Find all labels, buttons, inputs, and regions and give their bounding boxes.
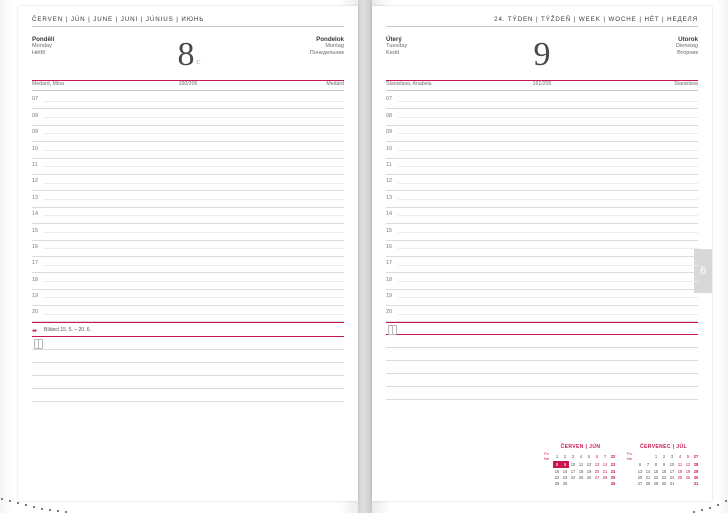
left-note-lines — [32, 337, 344, 402]
mini-calendar-day[interactable]: 30 — [562, 481, 568, 487]
day-name-sk-right: Utorok — [678, 36, 698, 43]
mini-calendar-0 — [544, 444, 617, 487]
book-icon-right — [388, 325, 397, 335]
right-nameday-bar — [386, 81, 698, 90]
mini-calendar-week-number: 27 — [693, 453, 699, 459]
mini-calendar-day[interactable]: 1 — [654, 453, 658, 459]
mini-calendar-day[interactable]: 3 — [670, 453, 674, 459]
hour-row-19[interactable] — [32, 290, 344, 306]
hour-label: 07 — [386, 96, 392, 103]
mini-calendar-row — [544, 451, 617, 461]
mini-calendar-day[interactable]: 4 — [579, 453, 583, 459]
mini-calendar-row — [544, 468, 617, 474]
hour-row-12[interactable] — [32, 175, 344, 191]
mini-calendar-row — [627, 474, 700, 480]
note-line[interactable] — [32, 337, 344, 350]
hour-label: 13 — [386, 194, 392, 201]
month-tab[interactable]: 6 — [694, 249, 712, 293]
hour-label: 17 — [386, 260, 392, 267]
half-hour-rule — [398, 133, 698, 134]
half-hour-rule — [44, 183, 344, 184]
mini-calendar-day[interactable]: 5 — [686, 453, 690, 459]
left-page — [18, 6, 358, 501]
mini-calendar-day[interactable]: 11 — [578, 462, 584, 468]
hour-row-09[interactable] — [32, 126, 344, 142]
right-day-block — [386, 34, 698, 80]
mini-calendar-dow: Po Ne — [627, 451, 633, 462]
mini-calendar-day[interactable]: 28 — [645, 481, 651, 487]
right-hour-grid — [386, 93, 698, 322]
mini-calendar-day[interactable]: 13 — [637, 468, 643, 474]
mini-calendar-week-number: 29 — [693, 468, 699, 474]
mini-calendar-week-number: 30 — [693, 474, 699, 480]
hour-label: 15 — [386, 227, 392, 234]
half-hour-rule — [398, 281, 698, 282]
note-line[interactable] — [386, 387, 698, 400]
mini-calendar-day[interactable]: 20 — [594, 468, 600, 474]
mini-calendar-day[interactable]: 27 — [637, 481, 643, 487]
hour-label: 17 — [32, 260, 38, 267]
mini-calendar-table — [544, 451, 617, 487]
hour-row-13[interactable] — [32, 191, 344, 207]
mini-calendar-day[interactable]: 21 — [645, 474, 651, 480]
mini-calendar-day[interactable]: 10 — [669, 462, 675, 468]
header-rule — [32, 26, 344, 27]
hour-label: 10 — [32, 145, 38, 152]
day-name-de: Montag — [325, 43, 344, 50]
mini-calendar-day[interactable]: 29 — [554, 481, 560, 487]
book-spine — [358, 0, 372, 513]
hour-row-09[interactable] — [386, 126, 698, 142]
mini-calendar-day[interactable]: 9 — [662, 462, 666, 468]
mini-calendar-day[interactable] — [577, 481, 585, 487]
hour-row-14[interactable] — [32, 208, 344, 224]
hour-label: 19 — [32, 293, 38, 300]
day-name-cs: Pondělí — [32, 36, 55, 43]
mini-calendar-day[interactable]: 15 — [653, 468, 659, 474]
left-nameday-bar — [32, 81, 344, 90]
right-note-lines — [386, 335, 698, 400]
day-of-year: 160/206 — [178, 81, 198, 87]
half-hour-rule — [44, 297, 344, 298]
mini-calendars — [544, 444, 700, 487]
mini-calendar-day[interactable] — [593, 481, 601, 487]
mini-calendar-table — [627, 451, 700, 487]
hour-row-11[interactable] — [386, 159, 698, 175]
mini-calendar-day[interactable]: 21 — [602, 468, 608, 474]
half-hour-rule — [44, 215, 344, 216]
hour-row-08[interactable] — [386, 109, 698, 125]
hour-row-16[interactable] — [32, 241, 344, 257]
right-page-header: 24. TÝDEN | TÝŽDEŇ | WEEK | WOCHE | HÉT | НЕДЕЛЯ — [494, 16, 698, 23]
mini-calendar-day[interactable]: 24 — [669, 474, 675, 480]
mini-calendar-day[interactable]: 19 — [685, 468, 691, 474]
mini-calendar-day[interactable]: 18 — [677, 468, 683, 474]
left-notes-rule — [32, 322, 344, 323]
hour-label: 07 — [32, 96, 38, 103]
left-nameday-rule — [32, 90, 344, 91]
mini-calendar-title: ČERVEN | JÚN — [560, 444, 601, 451]
mini-calendar-day[interactable]: 17 — [669, 468, 675, 474]
hour-row-15[interactable] — [386, 224, 698, 240]
hour-label: 09 — [386, 129, 392, 136]
hour-row-12[interactable] — [386, 175, 698, 191]
mini-calendar-day[interactable]: 29 — [653, 481, 659, 487]
mini-calendar-day[interactable]: 2 — [662, 453, 666, 459]
mini-calendar-row — [627, 451, 700, 461]
right-day-number: 9 — [533, 36, 551, 73]
hour-row-14[interactable] — [386, 208, 698, 224]
hour-label: 08 — [386, 112, 392, 119]
half-hour-rule — [398, 265, 698, 266]
mini-calendar-day[interactable] — [569, 481, 577, 487]
right-page — [372, 6, 712, 501]
mini-calendar-dow — [627, 481, 636, 487]
hour-label: 14 — [386, 211, 392, 218]
mini-calendar-day[interactable] — [601, 481, 609, 487]
hour-row-20[interactable] — [386, 306, 698, 322]
mini-calendar-week-number: 24 — [610, 468, 616, 474]
book-icon — [34, 339, 43, 349]
mini-calendar-day[interactable]: 28 — [602, 474, 608, 480]
hour-row-15[interactable] — [32, 224, 344, 240]
hour-label: 11 — [386, 161, 392, 168]
hour-label: 15 — [32, 227, 38, 234]
nameday-cs: Medard, Mína — [32, 81, 65, 87]
mini-calendar-day[interactable]: 22 — [554, 474, 560, 480]
hour-label: 16 — [386, 243, 392, 250]
mini-calendar-day[interactable]: 8 — [553, 461, 561, 467]
mini-calendar-day[interactable]: 15 — [554, 468, 560, 474]
mini-calendar-day[interactable]: 6 — [595, 453, 599, 459]
day-name-hu: Hétfő — [32, 50, 46, 57]
day-superscript: C — [196, 60, 201, 66]
nameday-cs-right: Stanislava, Anabela — [386, 81, 432, 87]
hour-row-16[interactable] — [386, 241, 698, 257]
half-hour-rule — [44, 199, 344, 200]
mini-calendar-day[interactable]: 31 — [669, 481, 675, 487]
hour-row-08[interactable] — [32, 109, 344, 125]
mini-calendar-day[interactable]: 14 — [645, 468, 651, 474]
mini-calendar-day[interactable]: 6 — [638, 462, 642, 468]
hour-row-17[interactable] — [32, 257, 344, 273]
mini-calendar-day[interactable]: 25 — [677, 474, 683, 480]
hour-row-07[interactable] — [32, 93, 344, 109]
mini-calendar-day[interactable]: 12 — [685, 462, 691, 468]
note-line[interactable] — [32, 350, 344, 363]
mini-calendar-day[interactable]: 7 — [603, 453, 607, 459]
mini-calendar-day[interactable]: 22 — [653, 474, 659, 480]
hour-label: 20 — [386, 309, 392, 316]
mini-calendar-row — [544, 474, 617, 480]
hour-label: 20 — [32, 309, 38, 316]
mini-calendar-1 — [627, 444, 700, 487]
hour-row-19[interactable] — [386, 290, 698, 306]
mini-calendar-row — [544, 481, 617, 487]
mini-calendar-day[interactable]: 3 — [571, 453, 575, 459]
mini-calendar-day[interactable]: 24 — [570, 474, 576, 480]
hour-label: 08 — [32, 112, 38, 119]
left-note-text: Bílánci 15. 5. – 20. 6. — [44, 327, 91, 334]
day-name-en-right: Tuesday — [386, 43, 408, 50]
day-name-ru: Понедельник — [309, 50, 344, 57]
mini-calendar-week-number: 28 — [693, 462, 699, 468]
mini-calendar-day[interactable]: 16 — [661, 468, 667, 474]
right-nameday-rule — [386, 90, 698, 91]
mini-calendar-day[interactable] — [644, 451, 652, 461]
mini-calendar-day[interactable]: 20 — [637, 474, 643, 480]
day-of-year-right: 161/205 — [532, 81, 552, 87]
mini-calendar-day[interactable] — [636, 451, 644, 461]
half-hour-rule — [44, 248, 344, 249]
note-line[interactable] — [386, 348, 698, 361]
nameday-sk-right: Stanislava — [674, 81, 698, 87]
mini-calendar-day[interactable]: 12 — [586, 462, 592, 468]
hour-row-20[interactable] — [32, 306, 344, 322]
note-line[interactable] — [32, 389, 344, 402]
half-hour-rule — [398, 199, 698, 200]
half-hour-rule — [398, 314, 698, 315]
mini-calendar-day[interactable]: 4 — [678, 453, 682, 459]
half-hour-rule — [44, 101, 344, 102]
mini-calendar-day[interactable]: 11 — [677, 462, 683, 468]
mini-calendar-week-number: 26 — [610, 481, 616, 487]
hour-row-10[interactable] — [32, 142, 344, 158]
right-note-head — [386, 323, 698, 334]
mini-calendar-day[interactable]: 19 — [586, 468, 592, 474]
mini-calendar-day[interactable]: 5 — [587, 453, 591, 459]
hour-row-07[interactable] — [386, 93, 698, 109]
header-rule-right — [386, 26, 698, 27]
day-name-de-right: Dienstag — [675, 43, 698, 50]
note-line[interactable] — [386, 374, 698, 387]
half-hour-rule — [398, 101, 698, 102]
mini-calendar-day[interactable]: 18 — [578, 468, 584, 474]
mini-calendar-day[interactable]: 17 — [570, 468, 576, 474]
decorative-dots-right — [668, 483, 728, 513]
half-hour-rule — [44, 314, 344, 315]
hour-label: 11 — [32, 161, 38, 168]
mini-calendar-week-number: 23 — [610, 462, 616, 468]
day-name-hu-right: Kedd — [386, 50, 400, 57]
half-hour-rule — [398, 248, 698, 249]
half-hour-rule — [44, 117, 344, 118]
left-day-number: 8 $^C$ — [177, 36, 201, 73]
hour-row-18[interactable] — [32, 273, 344, 289]
mini-calendar-title: ČERVENEC | JÚL — [640, 444, 687, 451]
half-hour-rule — [398, 215, 698, 216]
half-hour-rule — [398, 232, 698, 233]
left-day-block — [32, 34, 344, 80]
note-line[interactable] — [386, 335, 698, 348]
half-hour-rule — [398, 297, 698, 298]
left-day-languages-right — [310, 36, 344, 58]
half-hour-rule — [398, 117, 698, 118]
hour-row-18[interactable] — [386, 273, 698, 289]
mini-calendar-day[interactable]: 10 — [570, 462, 576, 468]
mini-calendar-day[interactable]: 2 — [563, 453, 567, 459]
day-name-en: Monday — [32, 43, 52, 50]
hour-row-10[interactable] — [386, 142, 698, 158]
mini-calendar-day[interactable]: 26 — [685, 474, 691, 480]
half-hour-rule — [398, 183, 698, 184]
hour-label: 18 — [386, 276, 392, 283]
mini-calendar-dow — [544, 481, 553, 487]
mini-calendar-day[interactable]: 23 — [661, 474, 667, 480]
hour-label: 13 — [32, 194, 38, 201]
half-hour-rule — [44, 166, 344, 167]
half-hour-rule — [44, 133, 344, 134]
nameday-sk: Medard — [326, 81, 344, 87]
day-name-ru-right: Вторник — [677, 50, 698, 57]
mini-calendar-day[interactable]: 30 — [661, 481, 667, 487]
hour-row-17[interactable] — [386, 257, 698, 273]
mini-calendar-day[interactable]: 13 — [594, 462, 600, 468]
left-page-header: ČERVEN | JÚN | JUNE | JUNI | JÚNIUS | ИЮНЬ — [32, 16, 205, 23]
left-hour-grid — [32, 93, 344, 322]
hour-label: 12 — [386, 178, 392, 185]
mini-calendar-week-number: 25 — [610, 474, 616, 480]
mini-calendar-day[interactable]: 25 — [578, 474, 584, 480]
moon-phase-icon: ●● — [32, 327, 37, 334]
hour-label: 12 — [32, 178, 38, 185]
mini-calendar-day[interactable]: 1 — [555, 453, 559, 459]
hour-label: 19 — [386, 293, 392, 300]
mini-calendar-week-number: 31 — [693, 481, 699, 487]
hour-label: 09 — [32, 129, 38, 136]
mini-calendar-day[interactable]: 9 — [561, 461, 569, 467]
mini-calendar-day[interactable]: 23 — [562, 474, 568, 480]
half-hour-rule — [44, 265, 344, 266]
day-name-sk: Pondelok — [316, 36, 344, 43]
mini-calendar-day[interactable]: 8 — [654, 462, 658, 468]
mini-calendar-day[interactable]: 27 — [594, 474, 600, 480]
mini-calendar-day[interactable]: 16 — [562, 468, 568, 474]
hour-row-11[interactable] — [32, 159, 344, 175]
mini-calendar-day[interactable]: 14 — [602, 462, 608, 468]
mini-calendar-week-number: 22 — [610, 453, 616, 459]
hour-label: 16 — [32, 243, 38, 250]
decorative-dots-left — [0, 473, 120, 513]
half-hour-rule — [44, 150, 344, 151]
note-line[interactable] — [386, 361, 698, 374]
mini-calendar-row — [627, 468, 700, 474]
hour-label: 10 — [386, 145, 392, 152]
hour-label: 14 — [32, 211, 38, 218]
note-line[interactable] — [32, 363, 344, 376]
half-hour-rule — [44, 281, 344, 282]
note-line[interactable] — [32, 376, 344, 389]
mini-calendar-dow: Po Ne — [544, 451, 550, 462]
hour-row-13[interactable] — [386, 191, 698, 207]
half-hour-rule — [398, 166, 698, 167]
day-name-cs-right: Úterý — [386, 36, 402, 43]
mini-calendar-day[interactable] — [585, 481, 593, 487]
half-hour-rule — [398, 150, 698, 151]
right-day-languages-right — [676, 36, 698, 58]
hour-label: 18 — [32, 276, 38, 283]
mini-calendar-day[interactable]: 7 — [646, 462, 650, 468]
mini-calendar-day[interactable]: 26 — [586, 474, 592, 480]
half-hour-rule — [44, 232, 344, 233]
left-moon-note — [32, 325, 344, 336]
